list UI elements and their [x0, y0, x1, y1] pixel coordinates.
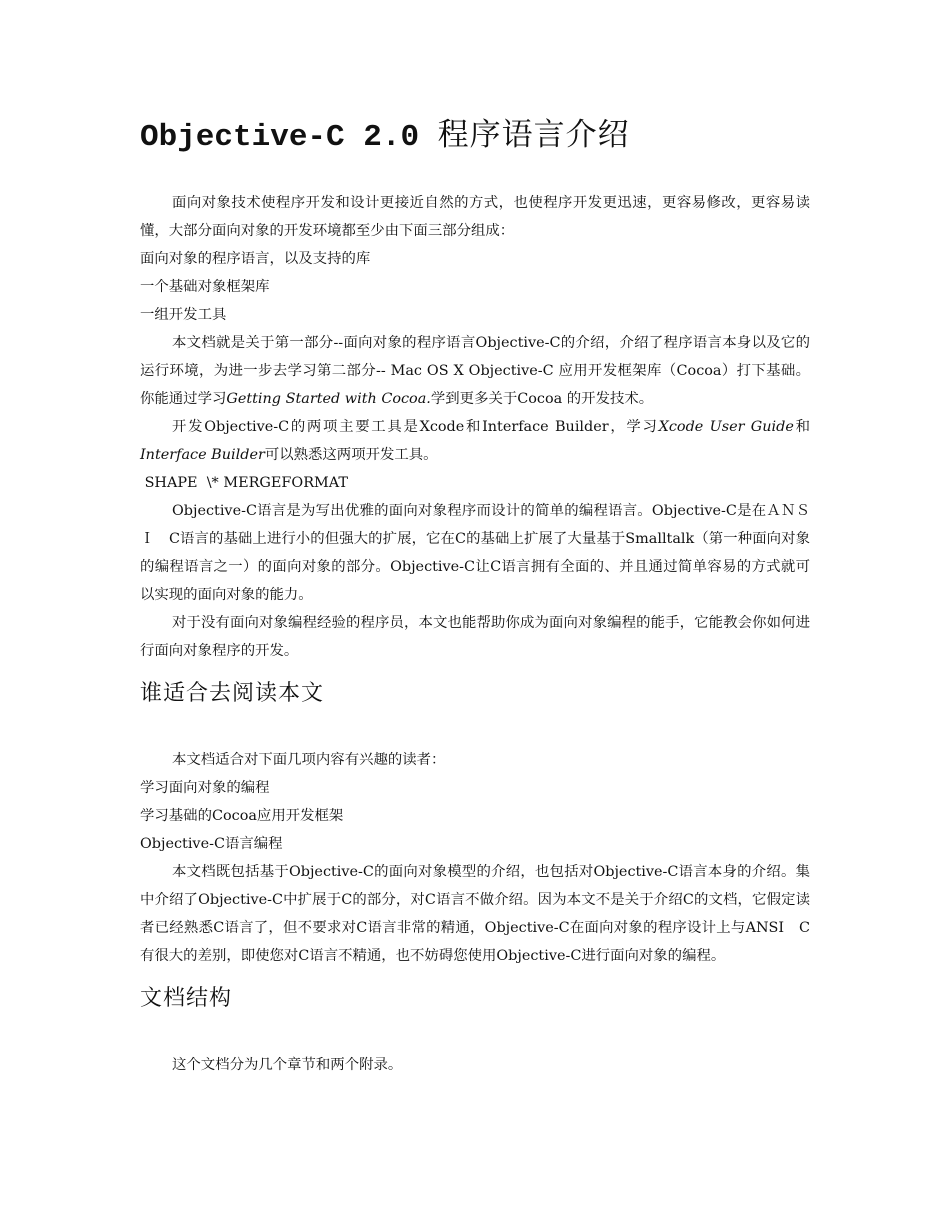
audience-list-item: 学习基础的Cocoa应用开发框架	[140, 808, 344, 824]
title-latin: Objective-C 2.0	[140, 120, 420, 155]
audience-list-item: Objective-C语言编程	[140, 836, 283, 852]
audience-heading: 谁适合去阅读本文	[140, 681, 325, 706]
intro-paragraph: 面向对象技术使程序开发和设计更接近自然的方式，也使程序开发更迅速，更容易修改，更容易读懂，大部分面向对象的开发环境都至少由下面三部分组成：	[140, 195, 810, 239]
xcode-guide-title: Xcode User Guide	[658, 419, 794, 435]
component-list-item: 一组开发工具	[140, 307, 227, 323]
field-code-text: SHAPE \* MERGEFORMAT	[140, 475, 348, 491]
beginner-paragraph: 对于没有面向对象编程经验的程序员，本文也能帮助你成为面向对象编程的能手，它能教会你如何进行面向对象程序的开发。	[140, 615, 810, 659]
component-list-item: 面向对象的程序语言，以及支持的库	[140, 251, 371, 267]
scope-paragraph: 本文档就是关于第一部分--面向对象的程序语言Objective-C的介绍，介绍了程序语言本身以及它的运行环境，为进一步去学习第二部分-- Mac OS X Objective-C 应用开发框架库（Cocoa）打下基础。你能通过学习Getting Started with Cocoa.学到更多关于Cocoa 的开发技术。	[140, 335, 810, 407]
tools-paragraph: 开发Objective-C的两项主要工具是Xcode和Interface Builder，学习Xcode User Guide和Interface Builder可以熟悉这两项开发工具。	[140, 419, 810, 463]
cocoa-guide-title: Getting Started with Cocoa.	[226, 391, 431, 407]
structure-heading: 文档结构	[140, 986, 233, 1011]
audience-intro: 本文档适合对下面几项内容有兴趣的读者：	[172, 752, 446, 768]
structure-paragraph: 这个文档分为几个章节和两个附录。	[172, 1057, 403, 1073]
component-list-item: 一个基础对象框架库	[140, 279, 270, 295]
page-title	[140, 112, 820, 161]
audience-paragraph: 本文档既包括基于Objective-C的面向对象模型的介绍，也包括对Objective-C语言本身的介绍。集中介绍了Objective-C中扩展于C的部分，对C语言不做介绍。因为本文不是关于介绍C的文档，它假定读者已经熟悉C语言了，但不要求对C语言非常的精通，Objective-C在面向对象的程序设计上与ANSI C有很大的差别，即使您对C语言不精通，也不妨碍您使用Objective-C进行面向对象的编程。	[140, 864, 810, 964]
document-body	[140, 189, 810, 1079]
title-cjk: 程序语言介绍	[437, 117, 630, 153]
ib-title: Interface Builder	[140, 447, 265, 463]
language-paragraph: Objective-C语言是为写出优雅的面向对象程序而设计的简单的编程语言。Objective-C是在ＡＮＳＩ C语言的基础上进行小的但强大的扩展，它在C的基础上扩展了大量基于Smalltalk（第一种面向对象的编程语言之一）的面向对象的部分。Objective-C让C语言拥有全面的、并且通过简单容易的方式就可以实现的面向对象的能力。	[140, 503, 810, 603]
audience-list-item: 学习面向对象的编程	[140, 780, 270, 796]
